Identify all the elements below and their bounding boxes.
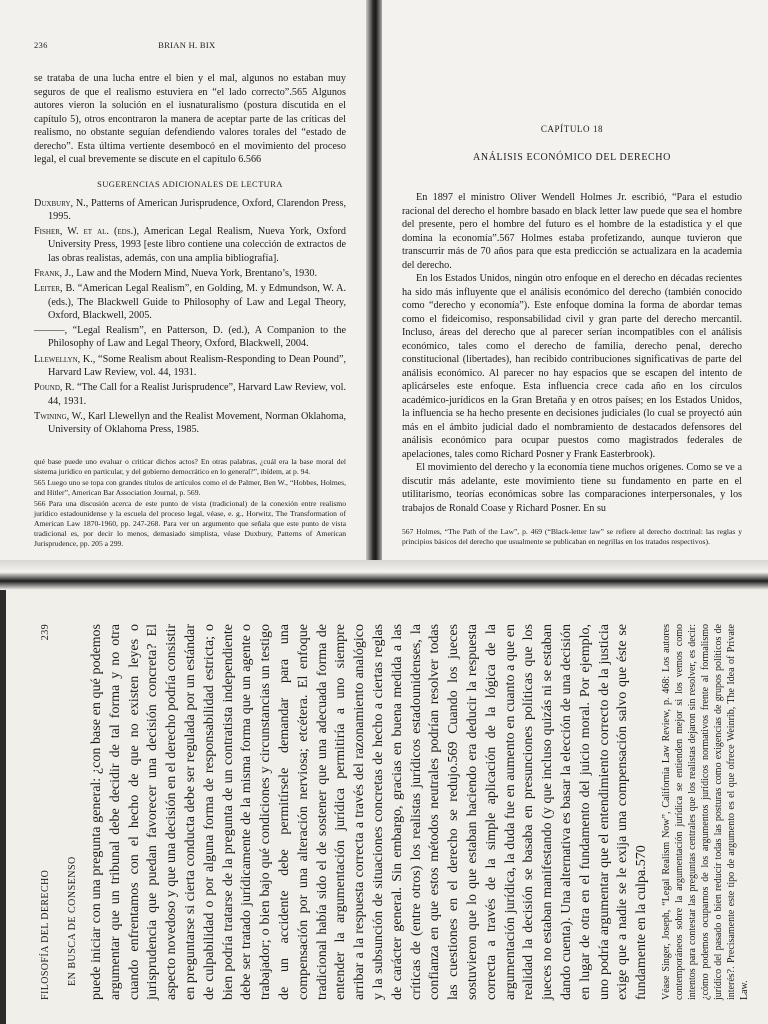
left-page-header: [34, 40, 346, 50]
right-page: [382, 0, 768, 560]
scan-edge-shadow: [0, 590, 6, 1024]
bibliography-item: Leiter, B. “American Legal Realism”, en Golding, M. y Edmundson, W. A. (eds.), The Blackwell Guide to Philosophy of Law and Legal Theory, Oxford, Blackwell, 2005.: [34, 283, 346, 321]
bottom-page-header: [40, 624, 51, 1000]
left-page: [0, 0, 368, 560]
right-paragraph: En los Estados Unidos, ningún otro enfoque en el derecho en décadas recientes ha sido más influyente que el análisis económico del derecho (también conocido como “derecho y economía”). Este enfoque domina la forma de abordar temas como el fideicomiso, responsabilidad civil y gran parte del derecho mercantil. Incluso, áreas del derecho que al parecer serían incompatibles con el análisis económico, tales como el derecho de familia, derecho penal, derecho constitucional (libertades), han recibido contribuciones significativas de parte del análisis económico. Al parecer no hay espacios que se escapen del intento de aplicárseles este enfoque. Esta influencia crece cada año en los círculos académico-jurídicos en la Gran Bretaña y en otros países; en los Estados Unidos, la influencia se ha hecho presente en decisiones judiciales (lo cual se proyectó aún más en el ámbito judicial dado el nombramiento de destacados defensores del análisis económico para ocupar puestos como magistrados federales de apelaciones, tales como Richard Posner y Frank Easterbrook).: [402, 273, 742, 460]
left-running-head: BRIAN H. BIX: [158, 40, 216, 50]
left-footnotes: [34, 457, 346, 549]
chapter-label: CAPÍTULO 18: [540, 124, 604, 134]
bibliography-item: Twining, W., Karl Llewellyn and the Realist Movement, Norman Oklahoma, University of Oklahoma Press, 1985.: [34, 410, 347, 436]
bottom-page-number: 239: [40, 624, 51, 641]
right-paragraph: El movimiento del derecho y la economía tiene muchos orígenes. Como se ve a discutir más adelante, este movimiento tiene su fundamento en parte en el utilitarismo, teorías económicas sobre las comparaciones interpersonales, y los trabajos de Ronald Coase y Richard Posner. En su: [402, 462, 742, 514]
bottom-page-subtitle: EN BUSCA DE CONSENSO: [67, 856, 78, 986]
bottom-page-body: puede iniciar con una pregunta general: ¿con base en qué podemos argumentar que un tribunal debe decidir de tal forma y no otra cuando enfrentamos con el hecho de que no existen leyes o jurisprudencia que puedan favorecer una decisión concreta? El aspecto novedoso y que una decisión en el derecho podría consistir en preguntarse si cierta conducta debe ser regulada por un estándar de culpabilidad o por alguna forma de responsabilidad estricta; o bien podría tratarse de la pregunta de un contratista independiente debe ser tratado jurídicamente de la misma forma que un agente o trabajador; o bien bajo qué condiciones y circunstancias un testigo de un accidente debe permitírsele demandar para una compensación por una alteración nerviosa; etcétera. El enfoque tradicional había sido el de sostener que una adecuada forma de entender la argumentación jurídica permitiría a uno siempre arribar a la respuesta correcta a través del razonamiento analógico y la subsunción de situaciones concretas de hecho a ciertas reglas de carácter general. Sin embargo, gracias en buena medida a las críticas de (entre otros) los realistas jurídicos estadounidenses, la confianza en que estos métodos neutrales podrían resolver todas las cuestiones en el derecho se redujo.569 Cuando los jueces sostuvieron que lo que estaban haciendo era deducir la respuesta correcta a través de la simple aplicación de la lógica de la argumentación jurídica, la duda fue en aumento en cuanto a que en realidad la decisión se basaba en presunciones políticas que los jueces no estaban manifestando (y que incluso quizás ni se estaban dando cuenta). Una alternativa es basar la elección de una decisión en lugar de otra en el fundamento del juicio moral. Por ejemplo, uno podría argumentar que el entendimiento correcto de la justicia exige que a nadie se le exija una compensación salvo que éste se fundamente en la culpa.570: [89, 624, 650, 1000]
bottom-page: [0, 590, 768, 1024]
footnote: qué base puede uno evaluar o criticar dichos actos? En otras palabras, ¿cuál era la base moral del sistema jurídico en particular, y del gobierno democrático en lo general?”, ibídem, at p. 94.: [34, 456, 346, 476]
bibliography-list: [34, 197, 346, 437]
bibliography-item: Fisher, W. et al. (eds.), American Legal Realism, Nueva York, Oxford University Press, 1993 [este libro contiene una colección de extractos de las obras realistas, además, con una amplia bibliografía].: [34, 226, 346, 264]
bibliography-item: Llewellyn, K., “Some Realism about Realism-Responding to Dean Pound”, Harvard Law Review, vol. 44, 1931.: [34, 353, 347, 379]
bibliography-item: Duxbury, N., Patterns of American Jurisprudence, Oxford, Clarendon Press, 1995.: [34, 197, 347, 222]
right-paragraph: En 1897 el ministro Oliver Wendell Holmes Jr. escribió, “Para el estudio racional del derecho el hombre basado en black letter law puede que sea el hombre del presente, pero el hombre del futuro es el hombre de la estadística y el que domina la economía”.567 Holmes estaba profetizando, aunque tuvieron que transcurrir más de 70 años para que esta predicción se actualizara en la academia del derecho.: [402, 192, 742, 271]
left-page-number: 236: [34, 40, 48, 50]
chapter-title: ANÁLISIS ECONÓMICO DEL DERECHO: [473, 152, 671, 163]
bottom-page-footnotes: Véase Singer, Joseph, “Legal Realism Now”, California Law Review, p. 468: Los autores contemporáneos sobre la argumentación jurídica se entienden mejor si los vemos como intentos para contestar las preguntas centrales que los realistas dejaron sin resolver, es decir: ¿cómo podemos ocuparnos de los argumentos jurídicos normativos frente al formalismo jurídico del pasado o bien reducir todas las posturas como exigencias de grupos políticos de interés?. Precisamente este tipo de argumento es el que ofrece Weinrib, The Idea of Private Law.: [660, 624, 750, 1000]
bibliography-item: Pound, R. “The Call for a Realist Jurisprudence”, Harvard Law Review, vol. 44, 1931.: [34, 382, 346, 407]
bibliography-item: ———, “Legal Realism”, en Patterson, D. (ed.), A Companion to the Philosophy of Law and Legal Theory, Oxford, Blackwell, 2004.: [34, 325, 346, 350]
footnote: 566 Para una discusión acerca de este punto de vista (tradicional) de la conexión entre realismo jurídico estadounidense y la escuela del proceso legal, véase, e. g., Horwitz, The Transformation of American Law 1870-1960, pp. 247-268. Para ver un argumento que señala que este punto de vista tradicional es, por decir lo menos, demasiado simplista, véase Duxbury, Patterns of American Jurisprudence, pp. 205 a 299.: [34, 498, 346, 548]
book-title: FILOSOFÍA DEL DERECHO: [40, 869, 51, 1000]
page-edge-divider: [0, 560, 768, 590]
bibliography-item: Frank, J., Law and the Modern Mind, Nueva York, Brentano’s, 1930.: [34, 267, 317, 279]
further-reading-heading: SUGERENCIAS ADICIONALES DE LECTURA: [97, 178, 283, 189]
footnote: 565 Luego uno se topa con grandes títulos de artículos como el de Palmer, Ben W., “Hobbes, Holmes, and Hitler”, American Bar Association Journal, p. 569.: [34, 477, 346, 497]
rotated-page-content: [0, 590, 768, 1024]
right-footnote: 567 Holmes, “The Path of the Law”, p. 469 (“Black-letter law” se refiere al derecho doctrinal: las reglas y principios básicos del derecho que usualmente se publicaban en negrillas en los tratados respectivos).: [402, 527, 742, 546]
left-opening-paragraph: se trataba de una lucha entre el bien y el mal, algunos no estaban muy seguros de que el realismo estuviera en “el lado correcto”.565 Algunos autores vieron la solución en el iusnaturalismo (postura discutida en el capítulo 5), otros encontraron la manera de aceptar parte de las críticas del realismo, no obstante seguían defendiendo valores torales del “estado de derecho”. Esta última vertiente desembocó en el movimiento del proceso legal, el cual brevemente se discute en el capítulo 6.566: [34, 73, 346, 165]
